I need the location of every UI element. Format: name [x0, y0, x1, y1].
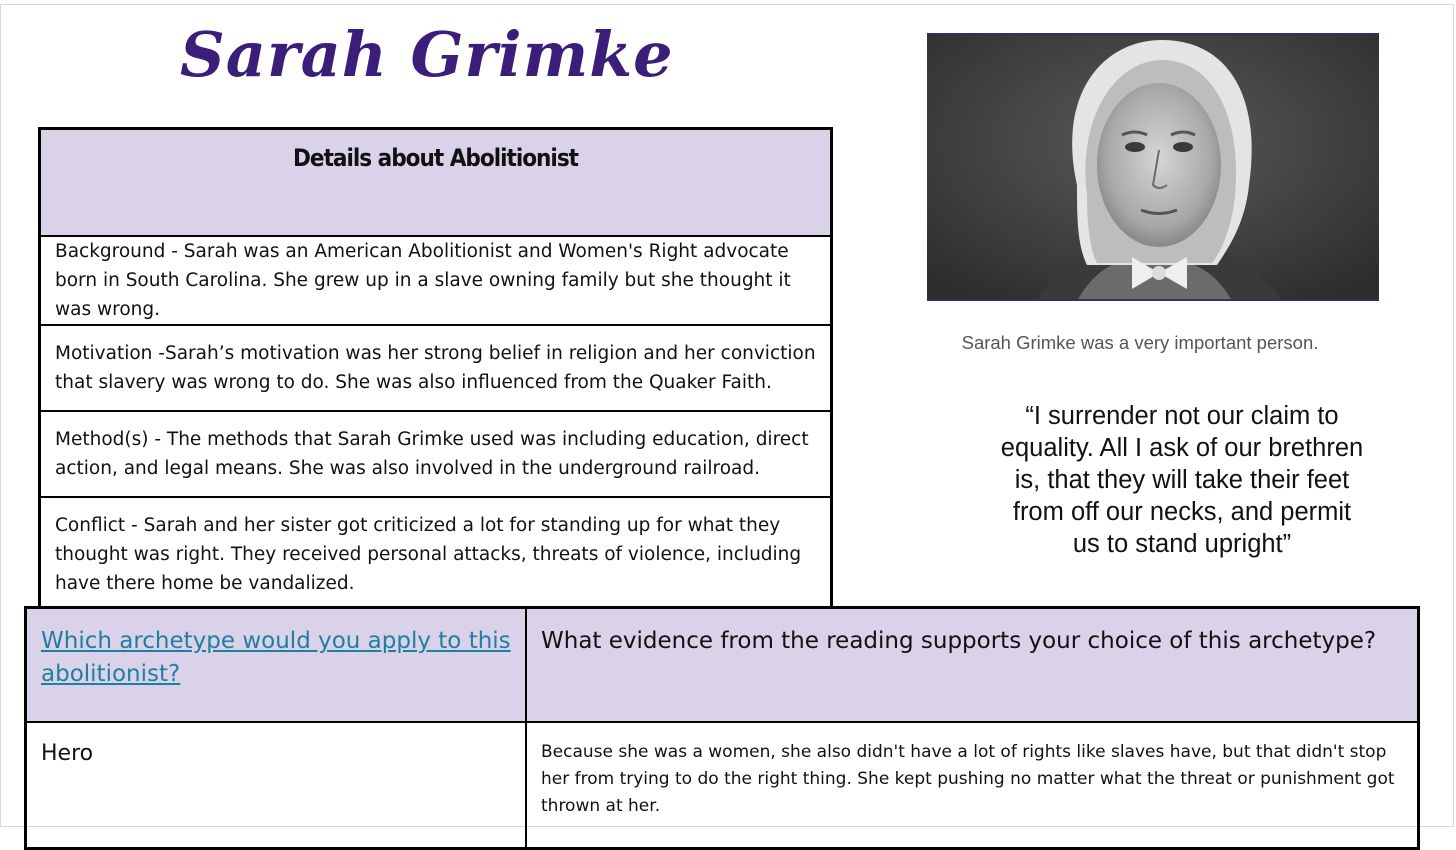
- conflict-cell: Conflict - Sarah and her sister got criticized a lot for standing up for what they thought was right. They received personal attacks, threats of violence, including have there home be vandalized.: [40, 497, 832, 612]
- background-cell: Background - Sarah was an American Abolitionist and Women's Right advocate born in South Carolina. She grew up in a slave owning family but she thought it was wrong.: [40, 236, 832, 325]
- quote-text: “I surrender not our claim to equality. All I ask of our brethren is, that they will take their feet from off our necks, and permit us to stand upright”: [1000, 402, 1364, 558]
- evidence-answer-cell: Because she was a women, she also didn't have a lot of rights like slaves have, but that didn't stop her from trying to do the right thing. She kept pushing no matter what the threat or punishment got thrown at her.: [526, 722, 1419, 849]
- evidence-question-cell: What evidence from the reading supports your choice of this archetype?: [526, 608, 1419, 723]
- portrait-image: [927, 33, 1379, 301]
- archetype-question-cell: [26, 608, 527, 723]
- archetype-question-link[interactable]: Which archetype would you apply to this abolitionist?: [41, 628, 511, 687]
- details-header: Details about Abolitionist: [40, 129, 832, 237]
- page-title: Sarah Grimke: [180, 18, 674, 91]
- archetype-answer-cell: Hero: [26, 722, 527, 849]
- motivation-cell: Motivation -Sarah’s motivation was her strong belief in religion and her conviction that slavery was wrong to do. She was also influenced from the Quaker Faith.: [40, 325, 832, 411]
- portrait-photo: [927, 35, 1379, 301]
- image-caption: Sarah Grimke was a very important person.: [961, 332, 1319, 353]
- methods-cell: Method(s) - The methods that Sarah Grimke used was including education, direct action, and legal means. She was also involved in the underground railroad.: [40, 411, 832, 497]
- details-table: [38, 127, 833, 613]
- archetype-table: [24, 606, 1420, 850]
